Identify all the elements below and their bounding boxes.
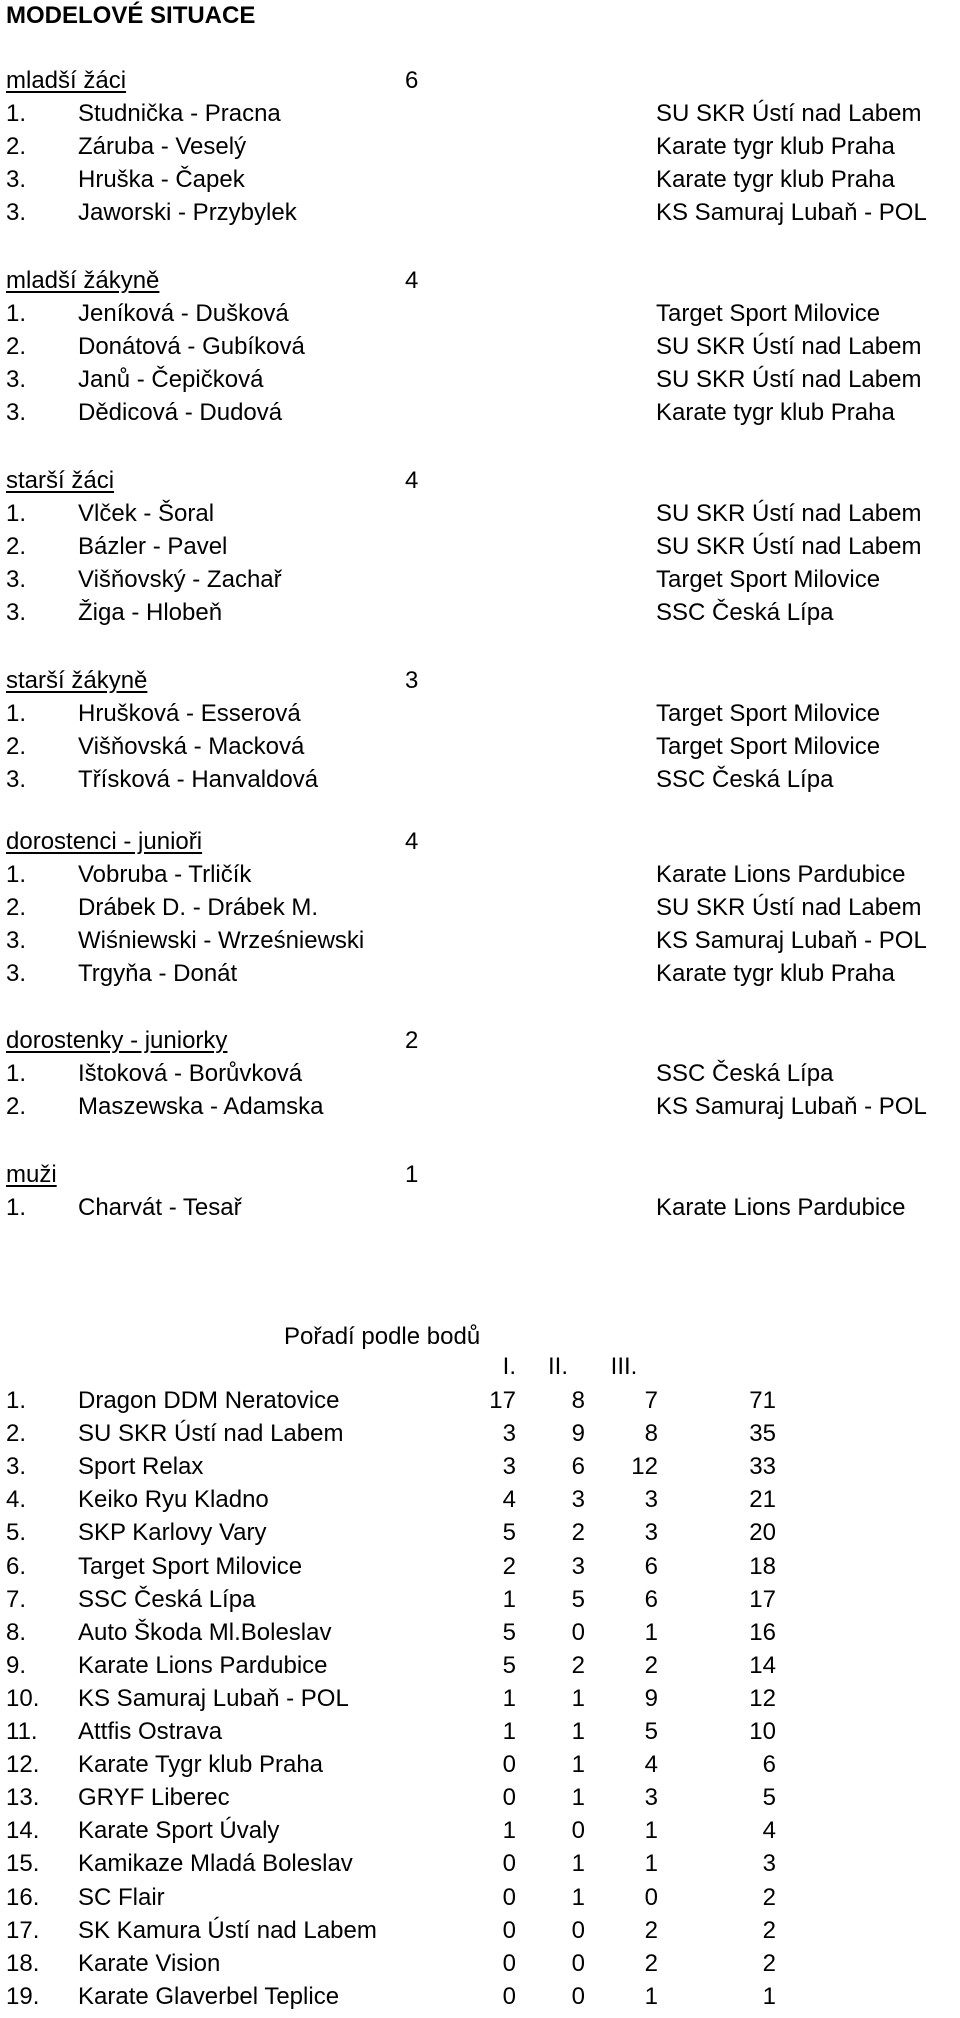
points-total: 2 bbox=[762, 1949, 776, 1977]
table-row bbox=[0, 1516, 960, 1549]
entry-rank: 3. bbox=[6, 566, 27, 593]
entry-names: Jaworski - Przybylek bbox=[78, 199, 297, 226]
list-item bbox=[0, 1057, 960, 1090]
entry-names: Jeníková - Dušková bbox=[78, 300, 289, 327]
entry-names: Višňovský - Zachař bbox=[78, 566, 282, 593]
category-count: 1 bbox=[405, 1161, 419, 1188]
entry-club: Karate tygr klub Praha bbox=[656, 133, 895, 160]
rank-number: 3. bbox=[6, 1453, 27, 1481]
table-row bbox=[0, 1980, 960, 2013]
bronze-count: 1 bbox=[644, 1982, 658, 2010]
entry-rank: 2. bbox=[6, 1093, 27, 1120]
list-item bbox=[0, 497, 960, 530]
table-row bbox=[0, 1947, 960, 1980]
category-muzi bbox=[0, 1158, 960, 1224]
entry-names: Donátová - Gubíková bbox=[78, 333, 305, 360]
points-total: 4 bbox=[762, 1817, 776, 1845]
list-item bbox=[0, 763, 960, 796]
category-header bbox=[0, 64, 960, 97]
club-name: Kamikaze Mladá Boleslav bbox=[78, 1850, 353, 1878]
points-total: 5 bbox=[762, 1784, 776, 1812]
rank-number: 6. bbox=[6, 1552, 27, 1580]
entry-club: Target Sport Milovice bbox=[656, 300, 881, 327]
entry-names: Třísková - Hanvaldová bbox=[78, 766, 319, 793]
points-total: 10 bbox=[749, 1718, 776, 1745]
rank-number: 10. bbox=[6, 1684, 40, 1712]
rank-number: 14. bbox=[6, 1817, 40, 1845]
entry-names: Višňovská - Macková bbox=[78, 733, 305, 760]
rank-number: 7. bbox=[6, 1585, 27, 1613]
bronze-count: 12 bbox=[631, 1453, 658, 1481]
silver-count: 1 bbox=[571, 1784, 585, 1812]
entry-club: SSC Česká Lípa bbox=[656, 599, 834, 626]
table-row bbox=[0, 1450, 960, 1483]
list-item bbox=[0, 297, 960, 330]
rank-number: 4. bbox=[6, 1486, 27, 1514]
list-item bbox=[0, 163, 960, 196]
entry-rank: 1. bbox=[6, 1194, 27, 1221]
silver-count: 2 bbox=[571, 1519, 585, 1547]
rank-number: 16. bbox=[6, 1883, 40, 1911]
gold-count: 0 bbox=[502, 1949, 516, 1977]
category-dorostenky-juniorky bbox=[0, 1024, 960, 1123]
gold-count: 5 bbox=[502, 1519, 516, 1547]
list-item bbox=[0, 891, 960, 924]
bronze-count: 1 bbox=[644, 1850, 658, 1878]
entry-names: Dědicová - Dudová bbox=[78, 399, 283, 426]
entry-rank: 1. bbox=[6, 100, 27, 127]
bronze-count: 7 bbox=[644, 1387, 658, 1414]
gold-count: 0 bbox=[502, 1784, 516, 1812]
bronze-count: 3 bbox=[644, 1519, 658, 1547]
points-total: 6 bbox=[762, 1751, 776, 1779]
points-total: 35 bbox=[749, 1420, 776, 1448]
page-title: MODELOVÉ SITUACE bbox=[6, 2, 256, 29]
entry-rank: 3. bbox=[6, 399, 27, 426]
category-name: dorostenci - junioři bbox=[6, 828, 203, 855]
list-item bbox=[0, 330, 960, 363]
entry-club: Target Sport Milovice bbox=[656, 700, 881, 727]
bronze-count: 6 bbox=[644, 1585, 658, 1613]
list-item bbox=[0, 730, 960, 763]
gold-count: 3 bbox=[502, 1420, 516, 1448]
points-total: 12 bbox=[749, 1684, 776, 1712]
entry-names: Studnička - Pracna bbox=[78, 100, 281, 127]
club-name: SKP Karlovy Vary bbox=[78, 1519, 267, 1547]
bronze-count: 3 bbox=[644, 1784, 658, 1812]
table-row bbox=[0, 1847, 960, 1880]
gold-count: 0 bbox=[502, 1850, 516, 1878]
entry-rank: 3. bbox=[6, 366, 27, 393]
rank-number: 12. bbox=[6, 1751, 40, 1779]
entry-rank: 2. bbox=[6, 133, 27, 160]
club-name: Karate Lions Pardubice bbox=[78, 1651, 328, 1679]
club-name: Karate Glaverbel Teplice bbox=[78, 1982, 340, 2010]
rank-number: 17. bbox=[6, 1916, 40, 1944]
silver-count: 9 bbox=[571, 1420, 585, 1448]
rank-number: 13. bbox=[6, 1784, 40, 1812]
entry-rank: 1. bbox=[6, 500, 27, 527]
entry-names: Maszewska - Adamska bbox=[78, 1093, 324, 1120]
entry-club: SSC Česká Lípa bbox=[656, 766, 834, 793]
entry-names: Bázler - Pavel bbox=[78, 533, 228, 560]
club-name: Target Sport Milovice bbox=[78, 1552, 303, 1580]
gold-count: 0 bbox=[502, 1982, 516, 2010]
entry-rank: 3. bbox=[6, 599, 27, 626]
rank-number: 19. bbox=[6, 1982, 40, 2010]
rank-number: 5. bbox=[6, 1519, 27, 1547]
entry-club: Karate tygr klub Praha bbox=[656, 399, 895, 426]
list-item bbox=[0, 563, 960, 596]
table-row bbox=[0, 1748, 960, 1781]
silver-count: 1 bbox=[571, 1850, 585, 1878]
points-total: 1 bbox=[762, 1982, 776, 2010]
club-name: Auto Škoda Ml.Boleslav bbox=[78, 1618, 332, 1646]
rank-number: 15. bbox=[6, 1850, 40, 1878]
list-item bbox=[0, 858, 960, 891]
entry-club: KS Samuraj Lubaň - POL bbox=[656, 927, 927, 954]
club-name: Karate Sport Úvaly bbox=[78, 1817, 280, 1845]
gold-count: 3 bbox=[502, 1453, 516, 1481]
column-header-ii: II. bbox=[547, 1353, 568, 1380]
list-item bbox=[0, 924, 960, 957]
rank-number: 9. bbox=[6, 1651, 27, 1679]
category-mladsi-zaci bbox=[0, 64, 960, 229]
list-item bbox=[0, 957, 960, 990]
entry-club: KS Samuraj Lubaň - POL bbox=[656, 199, 927, 226]
silver-count: 0 bbox=[571, 1916, 585, 1944]
table-row bbox=[0, 1616, 960, 1649]
bronze-count: 3 bbox=[644, 1486, 658, 1514]
bronze-count: 5 bbox=[644, 1718, 658, 1745]
rank-number: 1. bbox=[6, 1387, 27, 1414]
category-name: mladší žáci bbox=[6, 67, 127, 94]
entry-rank: 1. bbox=[6, 700, 27, 727]
table-row bbox=[0, 1781, 960, 1814]
category-count: 4 bbox=[405, 267, 419, 294]
list-item bbox=[0, 196, 960, 229]
gold-count: 1 bbox=[502, 1718, 516, 1745]
bronze-count: 1 bbox=[644, 1817, 658, 1845]
bronze-count: 2 bbox=[644, 1916, 658, 1944]
list-item bbox=[0, 130, 960, 163]
entry-club: KS Samuraj Lubaň - POL bbox=[656, 1093, 927, 1120]
ranking-title: Pořadí podle bodů bbox=[284, 1323, 481, 1350]
club-name: SSC Česká Lípa bbox=[78, 1585, 256, 1613]
gold-count: 1 bbox=[502, 1684, 516, 1712]
list-item bbox=[0, 396, 960, 429]
club-name: SK Kamura Ústí nad Labem bbox=[78, 1916, 377, 1944]
entry-rank: 2. bbox=[6, 894, 27, 921]
category-name: muži bbox=[6, 1161, 57, 1188]
table-row bbox=[0, 1649, 960, 1682]
gold-count: 4 bbox=[502, 1486, 516, 1514]
category-header bbox=[0, 664, 960, 697]
club-name: SU SKR Ústí nad Labem bbox=[78, 1420, 344, 1448]
gold-count: 1 bbox=[502, 1817, 516, 1845]
entry-rank: 3. bbox=[6, 927, 27, 954]
entry-names: Charvát - Tesař bbox=[78, 1194, 242, 1221]
points-total: 2 bbox=[762, 1883, 776, 1911]
gold-count: 2 bbox=[502, 1552, 516, 1580]
category-dorostenci-juniori bbox=[0, 825, 960, 990]
bronze-count: 6 bbox=[644, 1552, 658, 1580]
list-item bbox=[0, 363, 960, 396]
gold-count: 0 bbox=[502, 1916, 516, 1944]
category-starsi-zaci bbox=[0, 464, 960, 629]
table-row bbox=[0, 1881, 960, 1914]
category-count: 3 bbox=[405, 667, 419, 694]
entry-club: SU SKR Ústí nad Labem bbox=[656, 366, 922, 393]
club-name: Karate Vision bbox=[78, 1949, 221, 1977]
category-starsi-zakyne bbox=[0, 664, 960, 796]
category-name: starší žákyně bbox=[6, 667, 148, 694]
rank-number: 11. bbox=[6, 1718, 38, 1745]
column-header-i: I. bbox=[502, 1353, 516, 1380]
category-mladsi-zakyne bbox=[0, 264, 960, 429]
bronze-count: 2 bbox=[644, 1949, 658, 1977]
entry-names: Vobruba - Trličík bbox=[78, 861, 252, 888]
club-name: Attfis Ostrava bbox=[78, 1718, 223, 1745]
silver-count: 1 bbox=[571, 1751, 585, 1779]
entry-rank: 2. bbox=[6, 733, 27, 760]
entry-names: Janů - Čepičková bbox=[78, 366, 264, 393]
bronze-count: 9 bbox=[644, 1684, 658, 1712]
category-name: starší žáci bbox=[6, 467, 115, 494]
entry-rank: 1. bbox=[6, 861, 27, 888]
category-count: 4 bbox=[405, 467, 419, 494]
category-header bbox=[0, 464, 960, 497]
table-row bbox=[0, 1715, 960, 1748]
table-row bbox=[0, 1583, 960, 1616]
points-total: 71 bbox=[749, 1387, 776, 1414]
silver-count: 0 bbox=[571, 1817, 585, 1845]
club-name: Keiko Ryu Kladno bbox=[78, 1486, 269, 1514]
table-row bbox=[0, 1550, 960, 1583]
silver-count: 2 bbox=[571, 1651, 585, 1679]
entry-names: Trgyňa - Donát bbox=[78, 960, 238, 987]
gold-count: 17 bbox=[489, 1387, 516, 1414]
table-row bbox=[0, 1384, 960, 1417]
gold-count: 0 bbox=[502, 1883, 516, 1911]
bronze-count: 0 bbox=[644, 1883, 658, 1911]
club-name: SC Flair bbox=[78, 1883, 165, 1911]
category-header bbox=[0, 1024, 960, 1057]
points-total: 2 bbox=[762, 1916, 776, 1944]
entry-club: Karate tygr klub Praha bbox=[656, 960, 895, 987]
bronze-count: 1 bbox=[644, 1618, 658, 1646]
entry-rank: 3. bbox=[6, 766, 27, 793]
gold-count: 1 bbox=[502, 1585, 516, 1613]
silver-count: 1 bbox=[571, 1883, 585, 1911]
silver-count: 0 bbox=[571, 1949, 585, 1977]
bronze-count: 4 bbox=[644, 1751, 658, 1779]
silver-count: 5 bbox=[571, 1585, 585, 1613]
entry-club: SSC Česká Lípa bbox=[656, 1060, 834, 1087]
points-total: 14 bbox=[749, 1651, 776, 1679]
entry-rank: 3. bbox=[6, 166, 27, 193]
silver-count: 3 bbox=[571, 1486, 585, 1514]
gold-count: 5 bbox=[502, 1651, 516, 1679]
category-header bbox=[0, 264, 960, 297]
column-header-iii: III. bbox=[610, 1353, 638, 1380]
table-row bbox=[0, 1914, 960, 1947]
silver-count: 0 bbox=[571, 1982, 585, 2010]
entry-club: SU SKR Ústí nad Labem bbox=[656, 333, 922, 360]
entry-names: Hrušková - Esserová bbox=[78, 700, 301, 727]
points-total: 21 bbox=[749, 1486, 776, 1514]
rank-number: 18. bbox=[6, 1949, 40, 1977]
table-row bbox=[0, 1483, 960, 1516]
gold-count: 5 bbox=[502, 1618, 516, 1646]
category-name: mladší žákyně bbox=[6, 267, 160, 294]
entry-names: Vlček - Šoral bbox=[78, 500, 215, 527]
table-row bbox=[0, 1814, 960, 1847]
entry-club: Karate Lions Pardubice bbox=[656, 861, 906, 888]
points-total: 18 bbox=[749, 1552, 776, 1580]
list-item bbox=[0, 596, 960, 629]
club-name: Dragon DDM Neratovice bbox=[78, 1387, 340, 1414]
silver-count: 8 bbox=[571, 1387, 585, 1414]
bronze-count: 2 bbox=[644, 1651, 658, 1679]
category-count: 2 bbox=[405, 1027, 419, 1054]
silver-count: 1 bbox=[571, 1684, 585, 1712]
points-total: 33 bbox=[749, 1453, 776, 1481]
category-header bbox=[0, 825, 960, 858]
club-name: KS Samuraj Lubaň - POL bbox=[78, 1684, 349, 1712]
list-item bbox=[0, 97, 960, 130]
entry-club: Target Sport Milovice bbox=[656, 566, 881, 593]
entry-club: SU SKR Ústí nad Labem bbox=[656, 533, 922, 560]
entry-rank: 2. bbox=[6, 333, 27, 360]
silver-count: 0 bbox=[571, 1618, 585, 1646]
entry-club: SU SKR Ústí nad Labem bbox=[656, 100, 922, 127]
entry-rank: 3. bbox=[6, 199, 27, 226]
silver-count: 6 bbox=[571, 1453, 585, 1481]
entry-names: Záruba - Veselý bbox=[78, 133, 247, 160]
entry-club: SU SKR Ústí nad Labem bbox=[656, 500, 922, 527]
list-item bbox=[0, 1090, 960, 1123]
points-total: 3 bbox=[762, 1850, 776, 1878]
entry-names: Žiga - Hlobeň bbox=[78, 599, 223, 626]
category-count: 4 bbox=[405, 828, 419, 855]
entry-rank: 1. bbox=[6, 1060, 27, 1087]
entry-club: SU SKR Ústí nad Labem bbox=[656, 894, 922, 921]
entry-names: Wiśniewski - Wrześniewski bbox=[78, 927, 365, 954]
entry-rank: 1. bbox=[6, 300, 27, 327]
silver-count: 3 bbox=[571, 1552, 585, 1580]
entry-club: Karate Lions Pardubice bbox=[656, 1194, 906, 1221]
entry-club: Target Sport Milovice bbox=[656, 733, 881, 760]
category-count: 6 bbox=[405, 67, 419, 94]
points-total: 16 bbox=[749, 1618, 776, 1646]
category-header bbox=[0, 1158, 960, 1191]
list-item bbox=[0, 697, 960, 730]
rank-number: 2. bbox=[6, 1420, 27, 1448]
list-item bbox=[0, 530, 960, 563]
club-name: Karate Tygr klub Praha bbox=[78, 1751, 324, 1779]
list-item bbox=[0, 1191, 960, 1224]
gold-count: 0 bbox=[502, 1751, 516, 1779]
points-total: 17 bbox=[749, 1585, 776, 1613]
bronze-count: 8 bbox=[644, 1420, 658, 1448]
entry-names: Hruška - Čapek bbox=[78, 166, 245, 193]
rank-number: 8. bbox=[6, 1618, 27, 1646]
club-name: Sport Relax bbox=[78, 1453, 204, 1481]
entry-club: Karate tygr klub Praha bbox=[656, 166, 895, 193]
entry-rank: 3. bbox=[6, 960, 27, 987]
points-total: 20 bbox=[749, 1519, 776, 1547]
table-row bbox=[0, 1417, 960, 1450]
entry-names: Ištoková - Borůvková bbox=[78, 1060, 303, 1087]
category-name: dorostenky - juniorky bbox=[6, 1027, 228, 1054]
entry-names: Drábek D. - Drábek M. bbox=[78, 894, 319, 921]
entry-rank: 2. bbox=[6, 533, 27, 560]
silver-count: 1 bbox=[571, 1718, 585, 1745]
table-row bbox=[0, 1682, 960, 1715]
club-name: GRYF Liberec bbox=[78, 1784, 230, 1812]
